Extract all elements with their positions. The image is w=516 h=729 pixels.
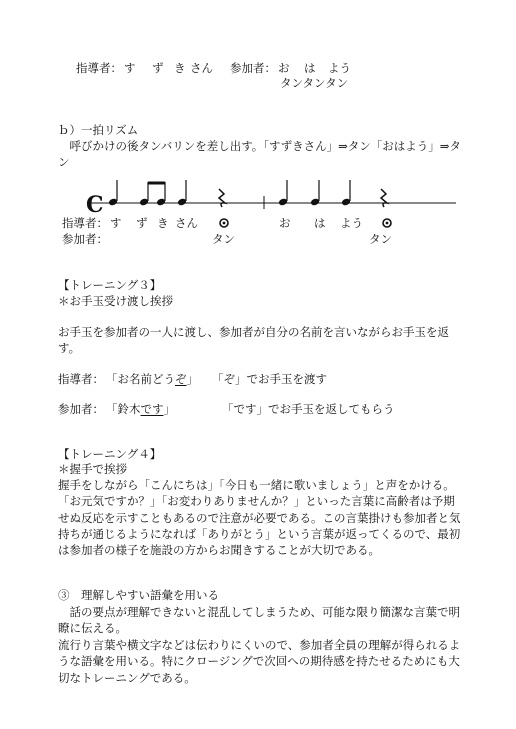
quarter-note-4 [278, 180, 288, 206]
score-syllable-5: お [279, 216, 291, 230]
training3-leader-label: 指導者： [58, 372, 104, 386]
participant-syllable-2: は [304, 61, 316, 75]
leader-syllable-4: さん [190, 61, 213, 75]
participant-tan-top: タンタンタン [280, 76, 349, 90]
score-syllable-7: よう [340, 216, 363, 230]
training3-leader-phrase: 「お名前どうぞ」 [106, 372, 198, 386]
tambourine-marker-1 [220, 219, 228, 227]
quarter-note-1 [108, 180, 118, 206]
common-time-clef: C [86, 192, 104, 218]
participant-label-top: 参加者： [230, 61, 276, 75]
score-tan-1: タン [212, 232, 235, 246]
training4-body: 握手をしながら「こんにちは」「今日も一緒に歌いましょう」と声をかける。「お元気ですか？」「お変わりありませんか？」といった言葉に高齢者は予期せぬ反応を示すこともあるので注意が必要である。この言葉掛けも参加者と気持ちが通じるようになれば「ありがとう」という言葉が返ってくるので、最初は参加者の様子を施設の方からお聞きすることが大切である。 [58, 478, 461, 558]
score-syllable-4: さん [175, 216, 198, 230]
leader-syllable-3: き [174, 61, 186, 75]
training3-participant-emphasis: です [140, 402, 164, 416]
quarter-note-3 [177, 180, 187, 206]
score-leader-label: 指導者： [62, 216, 108, 230]
training3-leader-emphasis: ぞ [175, 372, 187, 386]
participant-syllable-1: お [278, 61, 290, 75]
training3-leader-note: 「ぞ」でお手玉を渡す [212, 372, 327, 386]
leader-syllable-2: ず [152, 61, 164, 75]
quarter-rest-1 [219, 189, 225, 207]
training3-body: お手玉を参加者の一人に渡し、参加者が自分の名前を言いながらお手玉を返す。 [58, 325, 449, 356]
leader-label-top: 指導者： [76, 61, 122, 75]
training4-title: 【トレーニング４】 [58, 447, 162, 461]
score-syllable-1: す [110, 216, 122, 230]
training3-participant-phrase: 「鈴木です」 [106, 402, 175, 416]
quarter-note-5 [310, 180, 320, 206]
training3-participant-note: 「です」でお手玉を返してもらう [222, 402, 395, 416]
tambourine-marker-2 [383, 219, 391, 227]
training4-subtitle: ＊握手で挨拶 [58, 462, 127, 476]
score-tan-2: タン [369, 232, 392, 246]
score-syllable-3: き [157, 216, 169, 230]
quarter-rest-2 [381, 189, 387, 207]
participant-syllable-3: よう [328, 61, 351, 75]
training3-participant-label: 参加者： [58, 402, 104, 416]
leader-syllable-1: す [124, 61, 136, 75]
quarter-note-6 [341, 180, 351, 206]
section3-body2: 流行り言葉や横文字などは伝わりにくいので、参加者全員の理解が得られるような語彙を用いる。特にクロージングで次回への期待感を持たせるためにも大切なトレーニングである。 [58, 638, 461, 685]
score-participant-label: 参加者： [62, 232, 108, 246]
score-syllable-6: は [314, 216, 326, 230]
score-syllable-2: ず [136, 216, 148, 230]
section3-body1: 話の要点が理解できないと混乱してしまうため、可能な限り簡潔な言葉で明瞭に伝える。 [58, 605, 461, 636]
section-b-body: 呼びかけの後タンバリンを差し出す。「すずきさん」⇒タン「おはよう」⇒タン [58, 139, 461, 170]
training3-title: 【トレーニング３】 [58, 278, 162, 292]
training3-subtitle: ＊お手玉受け渡し挨拶 [58, 294, 173, 308]
section3-title: ③ 理解しやすい語彙を用いる [58, 588, 219, 602]
section-b-title: ｂ）一拍リズム [58, 123, 139, 137]
